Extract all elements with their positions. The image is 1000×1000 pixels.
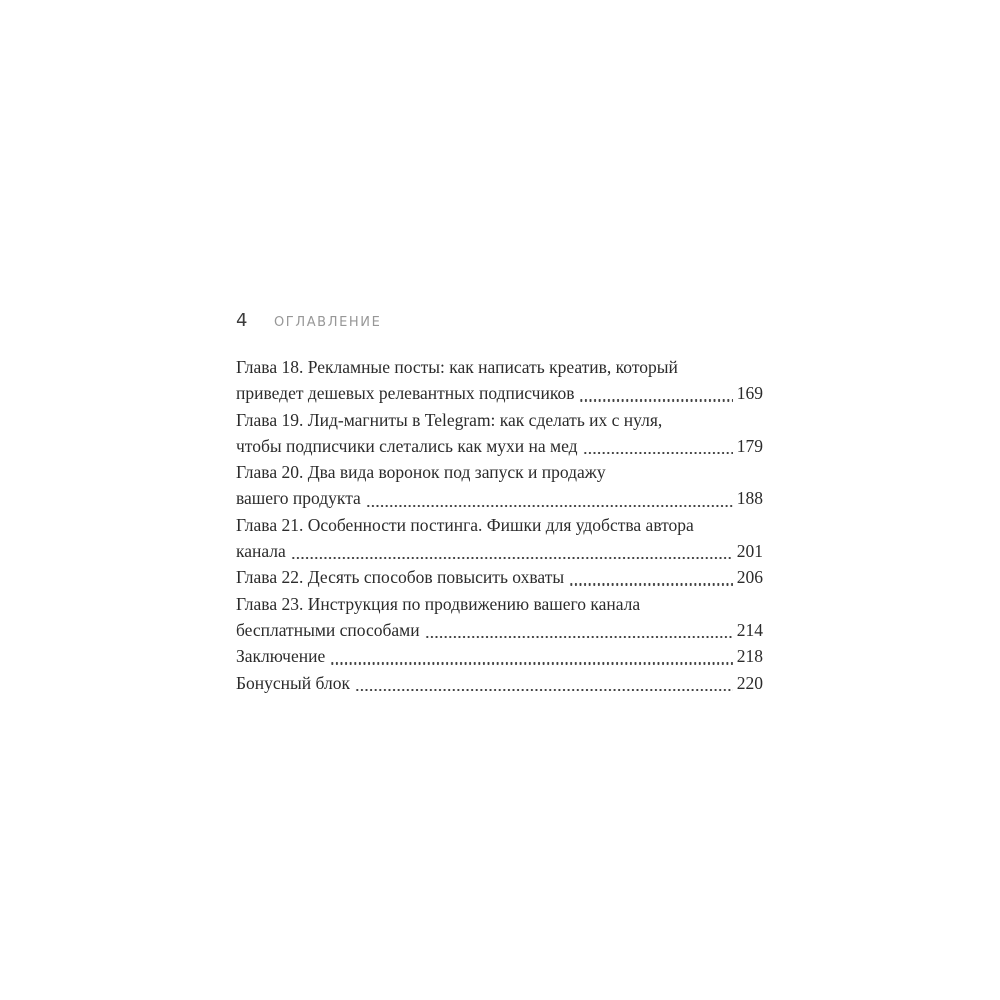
toc-entry-text: Заключение	[236, 646, 326, 667]
toc-page-number: 218	[736, 646, 763, 667]
toc-entry-text: Глава 19. Лид-магниты в Telegram: как сделать их с нуля,	[236, 409, 663, 430]
toc-entry-text: бесплатными способами	[236, 619, 420, 640]
toc-entry-text: Глава 22. Десять способов повысить охваты	[236, 567, 565, 588]
toc-page-number: 201	[736, 541, 763, 562]
page-number: 4	[236, 310, 248, 331]
toc-page-number: 220	[736, 672, 763, 693]
leader-dots	[574, 380, 736, 406]
toc-entry	[236, 512, 763, 565]
toc-page-number: 169	[736, 383, 763, 404]
toc-entry	[236, 459, 763, 512]
toc-entry-text: Глава 18. Рекламные посты: как написать креатив, который	[236, 357, 678, 377]
leader-dots	[420, 617, 737, 643]
toc-entry	[236, 354, 763, 407]
toc-page-number: 214	[736, 619, 763, 640]
toc-entry-text: вашего продукта	[236, 488, 361, 509]
toc-entry-text: Глава 20. Два вида воронок под запуск и продажу	[236, 462, 606, 483]
toc-page-number: 206	[736, 567, 763, 588]
chapter-header-label: ОГЛАВЛЕНИЕ	[273, 315, 382, 330]
toc-entry-text: Глава 23. Инструкция по продвижению вашего канала	[236, 593, 641, 614]
page-content	[236, 310, 763, 696]
toc-entry	[236, 643, 763, 669]
leader-dots	[564, 564, 737, 590]
toc-page-number: 188	[736, 488, 763, 509]
leader-dots	[286, 538, 737, 564]
toc-entry-text: чтобы подписчики слетались как мухи на мед	[236, 435, 578, 456]
toc-entry-text: Бонусный блок	[236, 672, 350, 693]
toc-page-number: 179	[736, 435, 763, 456]
leader-dots	[361, 485, 737, 511]
toc-entry-text: канала	[236, 541, 286, 562]
toc-entry	[236, 564, 763, 590]
leader-dots	[350, 670, 737, 696]
toc-entry-text: приведет дешевых релевантных подписчиков	[236, 383, 575, 404]
toc-entry	[236, 670, 763, 696]
toc-entry	[236, 591, 763, 644]
leader-dots	[578, 433, 737, 459]
toc-entry-text: Глава 21. Особенности постинга. Фишки для удобства автора	[236, 514, 694, 535]
toc-entry	[236, 407, 763, 460]
leader-dots	[325, 643, 737, 669]
table-of-contents	[236, 354, 763, 696]
running-head	[236, 310, 763, 331]
